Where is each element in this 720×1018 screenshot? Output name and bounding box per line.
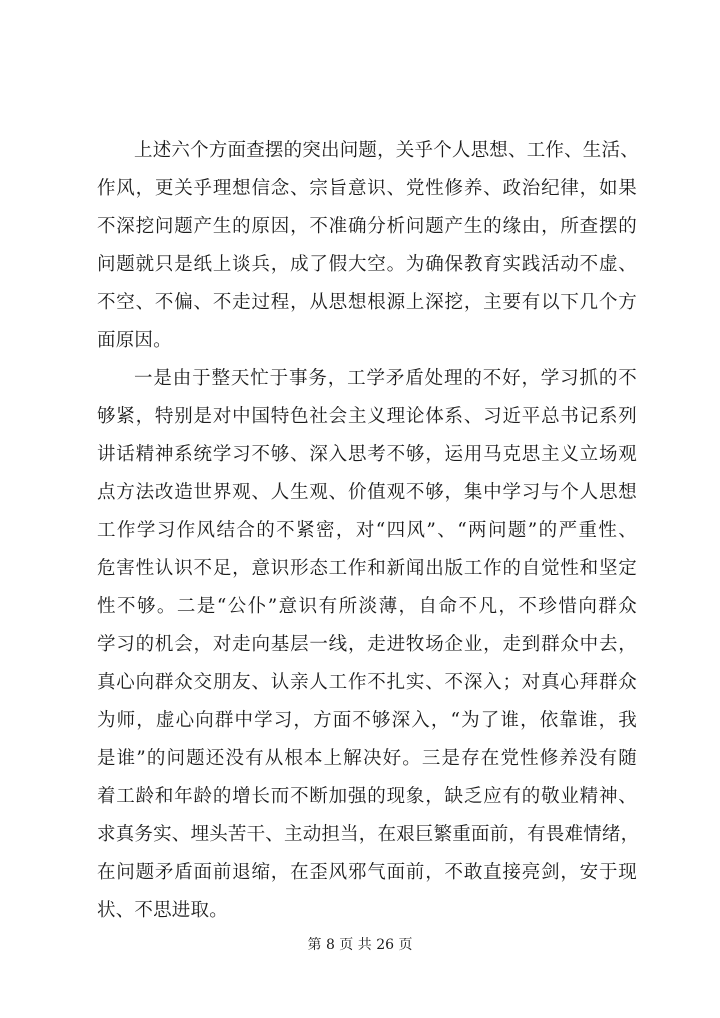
paragraph-2-line-7: 性不够。二是“公仆”意识有所淡薄，自命不凡，不珍惜向群众 <box>97 596 637 617</box>
paragraph-2-line-14: 在问题矛盾面前退缩，在歪风邪气面前，不敢直接亮剑，安于现 <box>97 862 637 883</box>
paragraph-2-line-15: 状、不思进取。 <box>97 900 228 921</box>
paragraph-2-line-11: 是谁”的问题还没有从根本上解决好。三是存在党性修养没有随 <box>97 748 637 769</box>
paragraph-2-line-1: 一是由于整天忙于事务，工学矛盾处理的不好，学习抓的不 <box>134 368 637 389</box>
paragraph-1-line-5: 不空、不偏、不走过程，从思想根源上深挖，主要有以下几个方 <box>97 292 637 313</box>
paragraph-2-line-5: 工作学习作风结合的不紧密，对“四风”、“两问题”的严重性、 <box>97 520 637 541</box>
paragraph-1-line-3: 不深挖问题产生的原因，不准确分析问题产生的缘由，所查摆的 <box>97 216 637 237</box>
paragraph-2-line-8: 学习的机会，对走向基层一线，走进牧场企业，走到群众中去， <box>97 634 637 655</box>
paragraph-1-line-6: 面原因。 <box>97 330 172 351</box>
body-text <box>97 132 640 930</box>
paragraph-2-line-4: 点方法改造世界观、人生观、价值观不够，集中学习与个人思想 <box>97 482 637 503</box>
paragraph-2-line-6: 危害性认识不足，意识形态工作和新闻出版工作的自觉性和坚定 <box>97 558 637 579</box>
paragraph-2-line-13: 求真务实、埋头苦干、主动担当，在艰巨繁重面前，有畏难情绪， <box>97 824 640 845</box>
paragraph-2-line-12: 着工龄和年龄的增长而不断加强的现象，缺乏应有的敬业精神、 <box>97 786 637 807</box>
paragraph-1-line-4: 问题就只是纸上谈兵，成了假大空。为确保教育实践活动不虚、 <box>97 254 637 275</box>
paragraph-1-line-1: 上述六个方面查摆的突出问题，关乎个人思想、工作、生活、 <box>134 140 639 161</box>
paragraph-1-line-2: 作风，更关乎理想信念、宗旨意识、党性修养、政治纪律，如果 <box>97 178 637 199</box>
paragraph-2-line-2: 够紧，特别是对中国特色社会主义理论体系、习近平总书记系列 <box>97 406 637 427</box>
paragraph-2-line-3: 讲话精神系统学习不够、深入思考不够，运用马克思主义立场观 <box>97 444 637 465</box>
paragraph-2-line-9: 真心向群众交朋友、认亲人工作不扎实、不深入；对真心拜群众 <box>97 672 637 693</box>
paragraph-2-line-10: 为师，虚心向群中学习，方面不够深入，“为了谁，依靠谁，我 <box>97 710 637 731</box>
page-number-footer: 第 8 页 共 26 页 <box>307 937 413 953</box>
